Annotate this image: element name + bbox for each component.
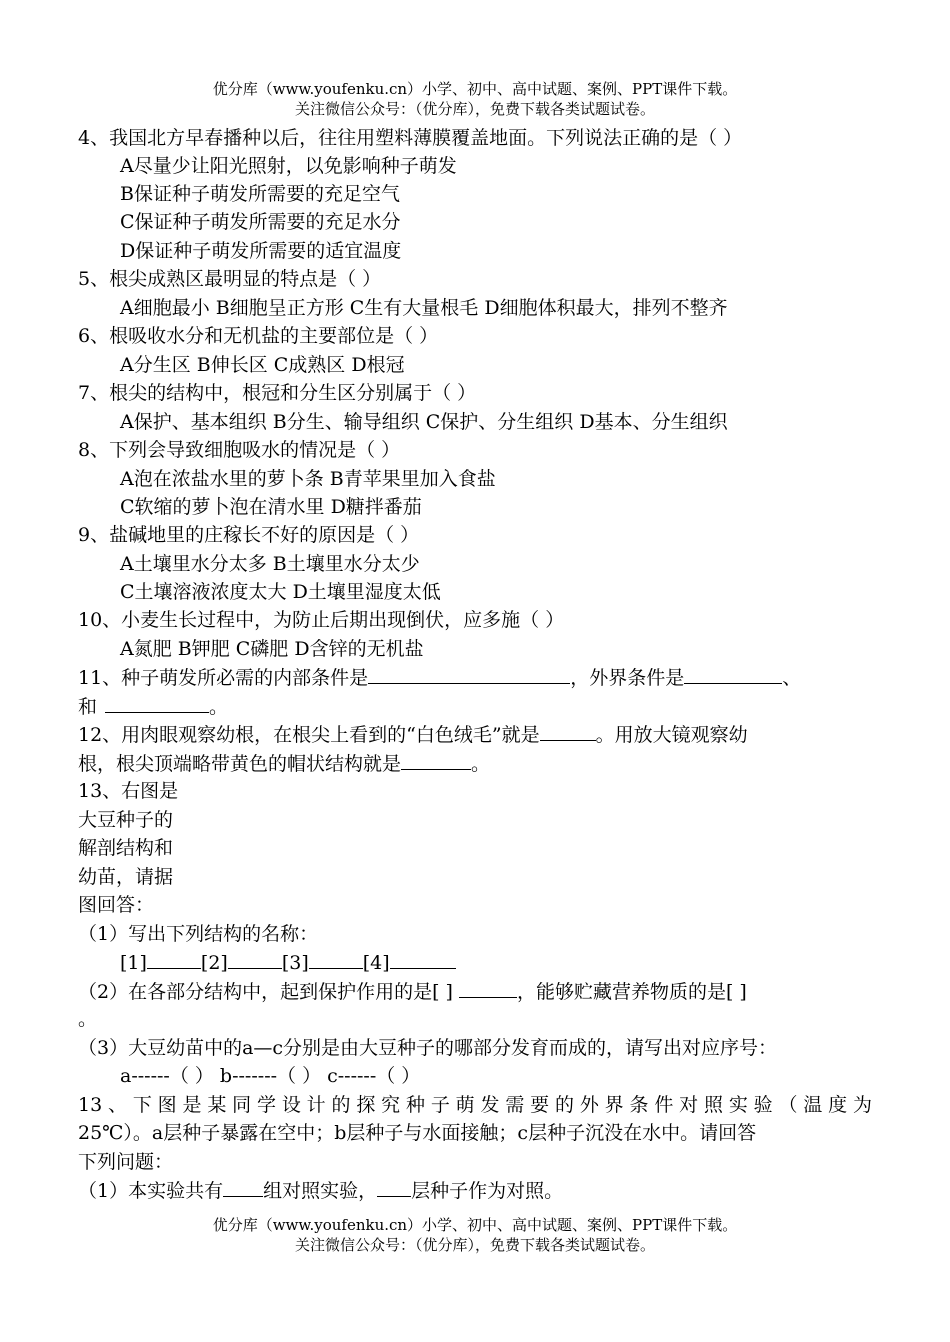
question-9-options-cd: C土壤溶液浓度太大 D土壤里湿度太低	[120, 581, 441, 603]
question-6-options: A分生区 B伸长区 C成熟区 D根冠	[120, 354, 405, 376]
question-7-options: A保护、基本组织 B分生、输导组织 C保护、分生组织 D基本、分生组织	[120, 411, 728, 433]
question-13b-line-1: 13、下图是某同学设计的探究种子萌发需要的外界条件对照实验（温度为	[78, 1094, 872, 1116]
question-5-options: A细胞最小 B细胞呈正方形 C生有大量根毛 D细胞体积最大，排列不整齐	[120, 297, 728, 319]
question-13-sub-2-end: 。	[78, 1008, 98, 1030]
answer-blank[interactable]	[377, 1176, 411, 1197]
question-13-sub-2-b: ，能够贮藏营养物质的是[ ]	[516, 981, 747, 1003]
question-13-sub-2	[78, 977, 747, 1006]
question-4-option-a: A尽量少让阳光照射，以免影响种子萌发	[120, 155, 457, 177]
question-12-line-2	[78, 749, 490, 778]
question-11-line-2	[78, 692, 228, 721]
question-13b-sub-1-a: （1）本实验共有	[78, 1180, 224, 1202]
question-8-options-cd: C软缩的萝卜泡在清水里 D糖拌番茄	[120, 496, 422, 518]
question-11-part-5: 。	[209, 696, 229, 718]
question-4-option-d: D保证种子萌发所需要的适宜温度	[120, 240, 402, 262]
page-header-line-1: 优分库（www.youfenku.cn）小学、初中、高中试题、案例、PPT课件下载。	[212, 80, 738, 98]
question-11-part-4: 和	[78, 696, 98, 718]
question-8-stem: 8、下列会导致细胞吸水的情况是（ ）	[78, 439, 401, 461]
question-13b-line-2: 25℃）。a层种子暴露在空中；b层种子与水面接触；c层种子沉没在水中。请回答	[78, 1122, 757, 1144]
question-13-intro-2: 大豆种子的	[78, 809, 174, 831]
question-13b-sub-1	[78, 1176, 563, 1205]
question-12-line-1	[78, 720, 748, 749]
question-7-stem: 7、根尖的结构中，根冠和分生区分别属于（ ）	[78, 382, 477, 404]
question-10-stem: 10、小麦生长过程中，为防止后期出现倒伏，应多施（ ）	[78, 609, 565, 631]
answer-blank[interactable]	[309, 948, 363, 969]
label-3: [3]	[281, 952, 309, 974]
answer-blank[interactable]	[228, 948, 282, 969]
question-12-text-2-end: 。	[471, 753, 491, 775]
answer-blank[interactable]	[223, 1176, 263, 1197]
question-13-intro-3: 解剖结构和	[78, 837, 174, 859]
label-4: [4]	[362, 952, 390, 974]
question-13-intro-4: 幼苗，请据	[78, 866, 174, 888]
answer-blank[interactable]	[147, 948, 201, 969]
question-4-option-c: C保证种子萌发所需要的充足水分	[120, 211, 401, 233]
answer-blank[interactable]	[390, 948, 456, 969]
question-12-text-1: 12、用肉眼观察幼根，在根尖上看到的“白色绒毛”就是	[78, 724, 540, 746]
question-13-sub-1-blanks	[120, 948, 456, 977]
question-11-part-1: 11、种子萌发所必需的内部条件是	[78, 667, 369, 689]
answer-blank[interactable]	[684, 663, 782, 684]
question-10-options: A氮肥 B钾肥 C磷肥 D含锌的无机盐	[120, 638, 424, 660]
question-9-options-ab: A土壤里水分太多 B土壤里水分太少	[120, 553, 420, 575]
answer-blank[interactable]	[368, 663, 570, 684]
question-11-line-1	[78, 663, 801, 692]
answer-blank[interactable]	[540, 720, 596, 741]
page-footer-line-2: 关注微信公众号：（优分库），免费下载各类试题试卷。	[294, 1236, 655, 1254]
question-13-sub-3: （3）大豆幼苗中的a—c分别是由大豆种子的哪部分发育而成的，请写出对应序号：	[78, 1037, 778, 1059]
question-13-sub-2-a: （2）在各部分结构中，起到保护作用的是[ ]	[78, 981, 453, 1003]
question-11-part-3: 、	[782, 667, 802, 689]
question-13b-line-3: 下列问题：	[78, 1151, 174, 1173]
question-5-stem: 5、根尖成熟区最明显的特点是（ ）	[78, 268, 382, 290]
question-13-sub-1: （1）写出下列结构的名称：	[78, 923, 319, 945]
label-2: [2]	[200, 952, 228, 974]
question-6-stem: 6、根吸收水分和无机盐的主要部位是（ ）	[78, 325, 439, 347]
answer-blank[interactable]	[105, 692, 209, 713]
question-4-option-b: B保证种子萌发所需要的充足空气	[120, 183, 400, 205]
page-footer-line-1: 优分库（www.youfenku.cn）小学、初中、高中试题、案例、PPT课件下载。	[212, 1216, 738, 1234]
question-12-text-1-end: 。用放大镜观察幼	[595, 724, 748, 746]
question-9-stem: 9、盐碱地里的庄稼长不好的原因是（ ）	[78, 524, 420, 546]
question-13-sub-3-answers: a------（ ） b-------（ ） c------（ ）	[120, 1065, 421, 1087]
page-header-line-2: 关注微信公众号：（优分库），免费下载各类试题试卷。	[294, 100, 655, 118]
answer-blank[interactable]	[401, 749, 471, 770]
question-12-text-2: 根，根尖顶端略带黄色的帽状结构就是	[78, 753, 402, 775]
question-4-stem: 4、我国北方早春播种以后，往往用塑料薄膜覆盖地面。下列说法正确的是（ ）	[78, 127, 743, 149]
question-11-part-2: ，外界条件是	[570, 667, 685, 689]
answer-blank[interactable]	[459, 977, 517, 998]
label-1: [1]	[120, 952, 147, 974]
question-8-options-ab: A泡在浓盐水里的萝卜条 B青苹果里加入食盐	[120, 468, 496, 490]
question-13-intro-1: 13、右图是	[78, 780, 179, 802]
question-13-intro-5: 图回答：	[78, 894, 155, 916]
question-13b-sub-1-b: 组对照实验，	[263, 1180, 378, 1202]
question-13b-sub-1-c: 层种子作为对照。	[411, 1180, 564, 1202]
